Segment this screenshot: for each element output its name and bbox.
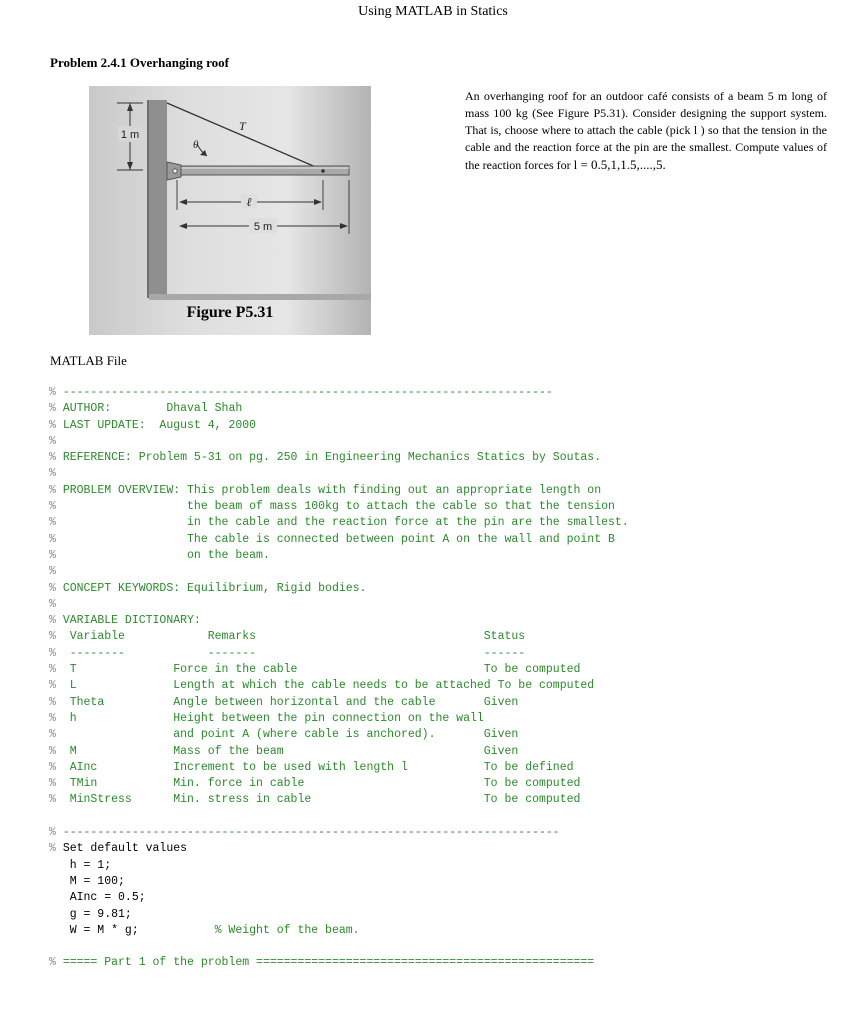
comment-text: L Length at which the cable needs to be attached To be computed xyxy=(62,679,595,693)
code-line xyxy=(49,515,629,531)
comment-text: Variable Remarks Status xyxy=(62,630,526,644)
code-line xyxy=(49,434,629,450)
code-line xyxy=(49,466,629,482)
code-line xyxy=(49,646,629,662)
comment-marker: % xyxy=(49,695,63,709)
comment-marker: % xyxy=(49,826,63,840)
pin xyxy=(173,169,177,173)
comment-text: ------------------------------------------------------------------------ xyxy=(62,826,560,840)
comment-text: on the beam. xyxy=(62,548,270,562)
problem-description xyxy=(465,88,827,174)
comment-marker: % xyxy=(49,646,63,660)
comment-text: AUTHOR: Dhaval Shah xyxy=(62,402,243,416)
comment-marker: % xyxy=(49,760,63,774)
comment-marker: % xyxy=(49,793,63,807)
code-line xyxy=(49,760,629,776)
comment-marker: % xyxy=(49,434,63,448)
ground xyxy=(149,294,371,300)
comment-marker: % xyxy=(49,386,63,399)
comment-marker: % xyxy=(49,532,63,546)
figure-caption: Figure P5.31 xyxy=(186,304,274,321)
comment-text: the beam of mass 100kg to attach the cable so that the tension xyxy=(62,500,615,514)
code-line xyxy=(49,532,629,548)
code-text: AInc = 0.5; xyxy=(49,891,146,905)
comment-text: VARIABLE DICTIONARY: xyxy=(62,614,201,628)
comment-marker: % xyxy=(49,565,63,579)
label-length: ℓ xyxy=(246,195,252,209)
section-label: MATLAB File xyxy=(50,353,127,368)
code-line xyxy=(49,483,629,499)
code-line xyxy=(49,744,629,760)
code-line xyxy=(49,809,629,825)
label-theta: θ xyxy=(193,139,199,151)
code-line xyxy=(49,564,629,580)
code-text: W = M * g; xyxy=(49,923,139,937)
comment-marker: % xyxy=(49,467,63,481)
code-line xyxy=(49,841,629,857)
comment-marker: % xyxy=(49,777,63,791)
comment-marker: % xyxy=(49,630,63,644)
description-text: An overhanging roof for an outdoor café consists of a beam 5 m long of mass 100 kg (See Figure P5.31). Consider designing the support system. That is, choose where to attach the cable (pick l ) so that the tension in the cable and the reaction force at the pin are the smallest. Compute values of the reaction forces for xyxy=(465,89,827,172)
code-line xyxy=(49,581,629,597)
code-text: h = 1; xyxy=(49,858,112,872)
comment-text: ===== Part 1 of the problem ================================================= xyxy=(62,956,595,970)
matlab-code-block xyxy=(49,385,629,972)
code-line xyxy=(49,450,629,466)
comment-text: ----------------------------------------------------------------------- xyxy=(62,386,553,399)
comment-marker: % xyxy=(49,597,63,611)
code-line xyxy=(49,385,629,401)
inline-comment: % Weight of the beam. xyxy=(138,923,360,937)
comment-marker: % xyxy=(49,451,63,465)
comment-marker: % xyxy=(49,711,63,725)
code-text: g = 9.81; xyxy=(49,907,132,921)
comment-text: and point A (where cable is anchored). Given xyxy=(62,728,519,742)
wall xyxy=(149,100,167,298)
figure-p5-31 xyxy=(89,86,371,335)
comment-text: in the cable and the reaction force at the pin are the smallest. xyxy=(62,516,629,530)
comment-marker: % xyxy=(49,842,63,856)
comment-text: The cable is connected between point A on the wall and point B xyxy=(62,532,615,546)
comment-text: M Mass of the beam Given xyxy=(62,744,519,758)
code-line xyxy=(49,418,629,434)
comment-marker: % xyxy=(49,679,63,693)
code-line xyxy=(49,548,629,564)
code-line xyxy=(49,662,629,678)
comment-text: REFERENCE: Problem 5-31 on pg. 250 in Engineering Mechanics Statics by Soutas. xyxy=(62,451,602,465)
comment-marker: % xyxy=(49,402,63,416)
code-line xyxy=(49,597,629,613)
overhanging-roof-diagram xyxy=(89,86,371,335)
comment-text: AInc Increment to be used with length l To be defined xyxy=(62,760,574,774)
code-line xyxy=(49,727,629,743)
code-line xyxy=(49,678,629,694)
comment-text: -------- ------- ------ xyxy=(62,646,526,660)
comment-text: T Force in the cable To be computed xyxy=(62,663,581,677)
label-height: 1 m xyxy=(120,129,140,141)
code-line xyxy=(49,613,629,629)
code-line xyxy=(49,629,629,645)
code-line xyxy=(49,695,629,711)
code-line xyxy=(49,939,629,955)
comment-text: MinStress Min. stress in cable To be computed xyxy=(62,793,581,807)
code-line xyxy=(49,955,629,971)
code-line xyxy=(49,792,629,808)
comment-text: LAST UPDATE: August 4, 2000 xyxy=(62,418,257,432)
page-header-title: Using MATLAB in Statics xyxy=(358,4,508,19)
problem-heading: Problem 2.4.1 Overhanging roof xyxy=(50,55,229,70)
description-formula: l = 0.5,1,1.5,....,5. xyxy=(573,157,666,172)
comment-marker: % xyxy=(49,418,63,432)
comment-text: CONCEPT KEYWORDS: Equilibrium, Rigid bodies. xyxy=(62,581,367,595)
comment-marker: % xyxy=(49,483,63,497)
attachment-point xyxy=(321,169,325,173)
code-line xyxy=(49,907,629,923)
code-line xyxy=(49,401,629,417)
comment-text: h Height between the pin connection on the wall xyxy=(62,711,484,725)
comment-marker: % xyxy=(49,663,63,677)
comment-text: PROBLEM OVERVIEW: This problem deals with finding out an appropriate length on xyxy=(62,483,602,497)
comment-text: TMin Min. force in cable To be computed xyxy=(62,777,581,791)
code-line xyxy=(49,923,629,939)
comment-marker: % xyxy=(49,614,63,628)
code-line xyxy=(49,858,629,874)
code-line xyxy=(49,874,629,890)
comment-marker: % xyxy=(49,548,63,562)
label-beam: 5 m xyxy=(253,221,273,233)
label-tension: T xyxy=(239,119,246,133)
comment-marker: % xyxy=(49,744,63,758)
code-line xyxy=(49,890,629,906)
comment-marker: % xyxy=(49,956,63,970)
code-line xyxy=(49,776,629,792)
code-text: M = 100; xyxy=(49,874,125,888)
code-line xyxy=(49,825,629,841)
code-line xyxy=(49,499,629,515)
comment-marker: % xyxy=(49,516,63,530)
comment-text: Theta Angle between horizontal and the cable Given xyxy=(62,695,519,709)
comment-marker: % xyxy=(49,500,63,514)
comment-marker: % xyxy=(49,581,63,595)
comment-marker: % xyxy=(49,728,63,742)
cable xyxy=(167,103,325,171)
code-text: Set default values xyxy=(62,842,188,856)
code-line xyxy=(49,711,629,727)
